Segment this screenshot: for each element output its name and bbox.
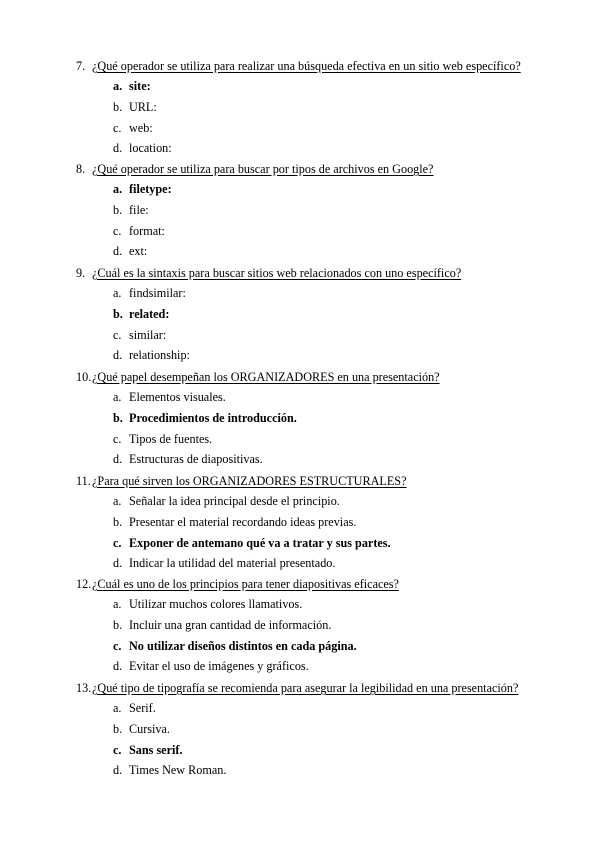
- option-b: [76, 408, 576, 429]
- option-text: Tipos de fuentes.: [129, 431, 213, 446]
- option-d: [76, 760, 576, 781]
- option-text: Evitar el uso de imágenes y gráficos.: [129, 659, 309, 674]
- option-letter: b.: [113, 721, 123, 736]
- question-number: 7.: [76, 59, 86, 73]
- option-a: [76, 387, 576, 408]
- option-text: Incluir una gran cantidad de información.: [129, 617, 332, 632]
- option-text: relationship:: [129, 348, 190, 363]
- question-header: [76, 678, 576, 698]
- option-a: [76, 179, 576, 200]
- option-text: similar:: [129, 327, 167, 342]
- option-text: Indicar la utilidad del material presentado.: [129, 556, 336, 571]
- option-text: filetype:: [129, 182, 172, 196]
- question-number: 11.: [76, 474, 91, 488]
- option-d: [76, 449, 576, 470]
- option-d: [76, 345, 576, 366]
- option-letter: c.: [113, 742, 122, 757]
- question-11: [76, 471, 576, 574]
- option-text: Estructuras de diapositivas.: [129, 452, 263, 467]
- option-a: [76, 594, 576, 615]
- question-text: ¿Qué tipo de tipografía se recomienda para asegurar la legibilidad en una presentación?: [92, 681, 519, 695]
- question-13: [76, 678, 576, 781]
- option-a: [76, 76, 576, 97]
- option-text: ext:: [129, 244, 148, 259]
- option-letter: b.: [113, 410, 123, 425]
- option-a: [76, 283, 576, 304]
- option-d: [76, 138, 576, 159]
- option-letter: c.: [113, 638, 122, 653]
- option-c: [76, 533, 576, 554]
- option-text: Señalar la idea principal desde el principio.: [129, 494, 340, 508]
- option-c: [76, 325, 576, 346]
- option-a: [76, 698, 576, 719]
- option-text: URL:: [129, 99, 157, 114]
- question-number: 10.: [76, 370, 92, 384]
- option-letter: a.: [113, 79, 123, 93]
- option-text: format:: [129, 223, 165, 238]
- option-letter: c.: [113, 120, 122, 135]
- question-12: [76, 574, 576, 677]
- option-b: [76, 200, 576, 221]
- option-b: [76, 512, 576, 533]
- option-letter: d.: [113, 452, 123, 467]
- question-text: ¿Qué operador se utiliza para buscar por tipos de archivos en Google?: [92, 162, 434, 176]
- question-header: [76, 159, 576, 179]
- question-header: [76, 263, 576, 283]
- question-text: ¿Qué papel desempeñan los ORGANIZADORES en una presentación?: [92, 370, 440, 384]
- option-letter: c.: [113, 223, 122, 238]
- option-b: [76, 615, 576, 636]
- option-text: Utilizar muchos colores llamativos.: [129, 597, 303, 611]
- option-c: [76, 118, 576, 139]
- option-text: Times New Roman.: [129, 763, 227, 778]
- option-letter: a.: [113, 390, 122, 404]
- option-text: Procedimientos de introducción.: [129, 410, 297, 425]
- question-7: [76, 56, 576, 159]
- option-b: [76, 97, 576, 118]
- question-header: [76, 574, 576, 594]
- option-c: [76, 221, 576, 242]
- option-b: [76, 304, 576, 325]
- option-text: Exponer de antemano qué va a tratar y sus partes.: [129, 535, 391, 550]
- option-a: [76, 491, 576, 512]
- question-number: 8.: [76, 162, 86, 176]
- question-8: [76, 159, 576, 262]
- option-text: file:: [129, 202, 149, 217]
- option-letter: c.: [113, 535, 122, 550]
- option-letter: a.: [113, 286, 122, 300]
- option-c: [76, 429, 576, 450]
- option-letter: d.: [113, 244, 123, 259]
- option-letter: d.: [113, 141, 123, 156]
- question-number: 12.: [76, 577, 92, 591]
- option-letter: d.: [113, 348, 123, 363]
- option-letter: c.: [113, 327, 122, 342]
- option-c: [76, 636, 576, 657]
- option-text: site:: [129, 79, 151, 93]
- option-text: Serif.: [129, 701, 156, 715]
- question-number: 13.: [76, 681, 92, 695]
- option-letter: b.: [113, 617, 123, 632]
- option-letter: d.: [113, 659, 123, 674]
- option-b: [76, 719, 576, 740]
- question-text: ¿Qué operador se utiliza para realizar una búsqueda efectiva en un sitio web específico?: [92, 59, 521, 73]
- option-letter: a.: [113, 182, 123, 196]
- option-text: findsimilar:: [129, 286, 186, 300]
- option-d: [76, 553, 576, 574]
- question-text: ¿Cuál es uno de los principios para tener diapositivas eficaces?: [92, 577, 399, 591]
- option-text: location:: [129, 141, 172, 156]
- option-letter: a.: [113, 701, 122, 715]
- option-c: [76, 740, 576, 761]
- option-text: No utilizar diseños distintos en cada página.: [129, 638, 357, 653]
- option-d: [76, 241, 576, 262]
- question-header: [76, 471, 576, 491]
- option-text: related:: [129, 306, 170, 321]
- option-letter: d.: [113, 556, 123, 571]
- option-letter: b.: [113, 99, 123, 114]
- question-text: ¿Cuál es la sintaxis para buscar sitios web relacionados con uno específico?: [92, 266, 462, 280]
- option-text: Elementos visuales.: [129, 390, 226, 404]
- question-10: [76, 367, 576, 470]
- option-text: Cursiva.: [129, 721, 170, 736]
- option-letter: b.: [113, 306, 123, 321]
- question-number: 9.: [76, 266, 86, 280]
- question-header: [76, 56, 576, 76]
- option-letter: a.: [113, 597, 122, 611]
- option-text: Presentar el material recordando ideas previas.: [129, 514, 357, 529]
- option-text: web:: [129, 120, 153, 135]
- question-text: ¿Para qué sirven los ORGANIZADORES ESTRUCTURALES?: [92, 474, 407, 488]
- question-9: [76, 263, 576, 366]
- option-letter: d.: [113, 763, 123, 778]
- option-letter: c.: [113, 431, 122, 446]
- option-d: [76, 656, 576, 677]
- option-text: Sans serif.: [129, 742, 183, 757]
- option-letter: a.: [113, 494, 122, 508]
- option-letter: b.: [113, 202, 123, 217]
- option-letter: b.: [113, 514, 123, 529]
- question-header: [76, 367, 576, 387]
